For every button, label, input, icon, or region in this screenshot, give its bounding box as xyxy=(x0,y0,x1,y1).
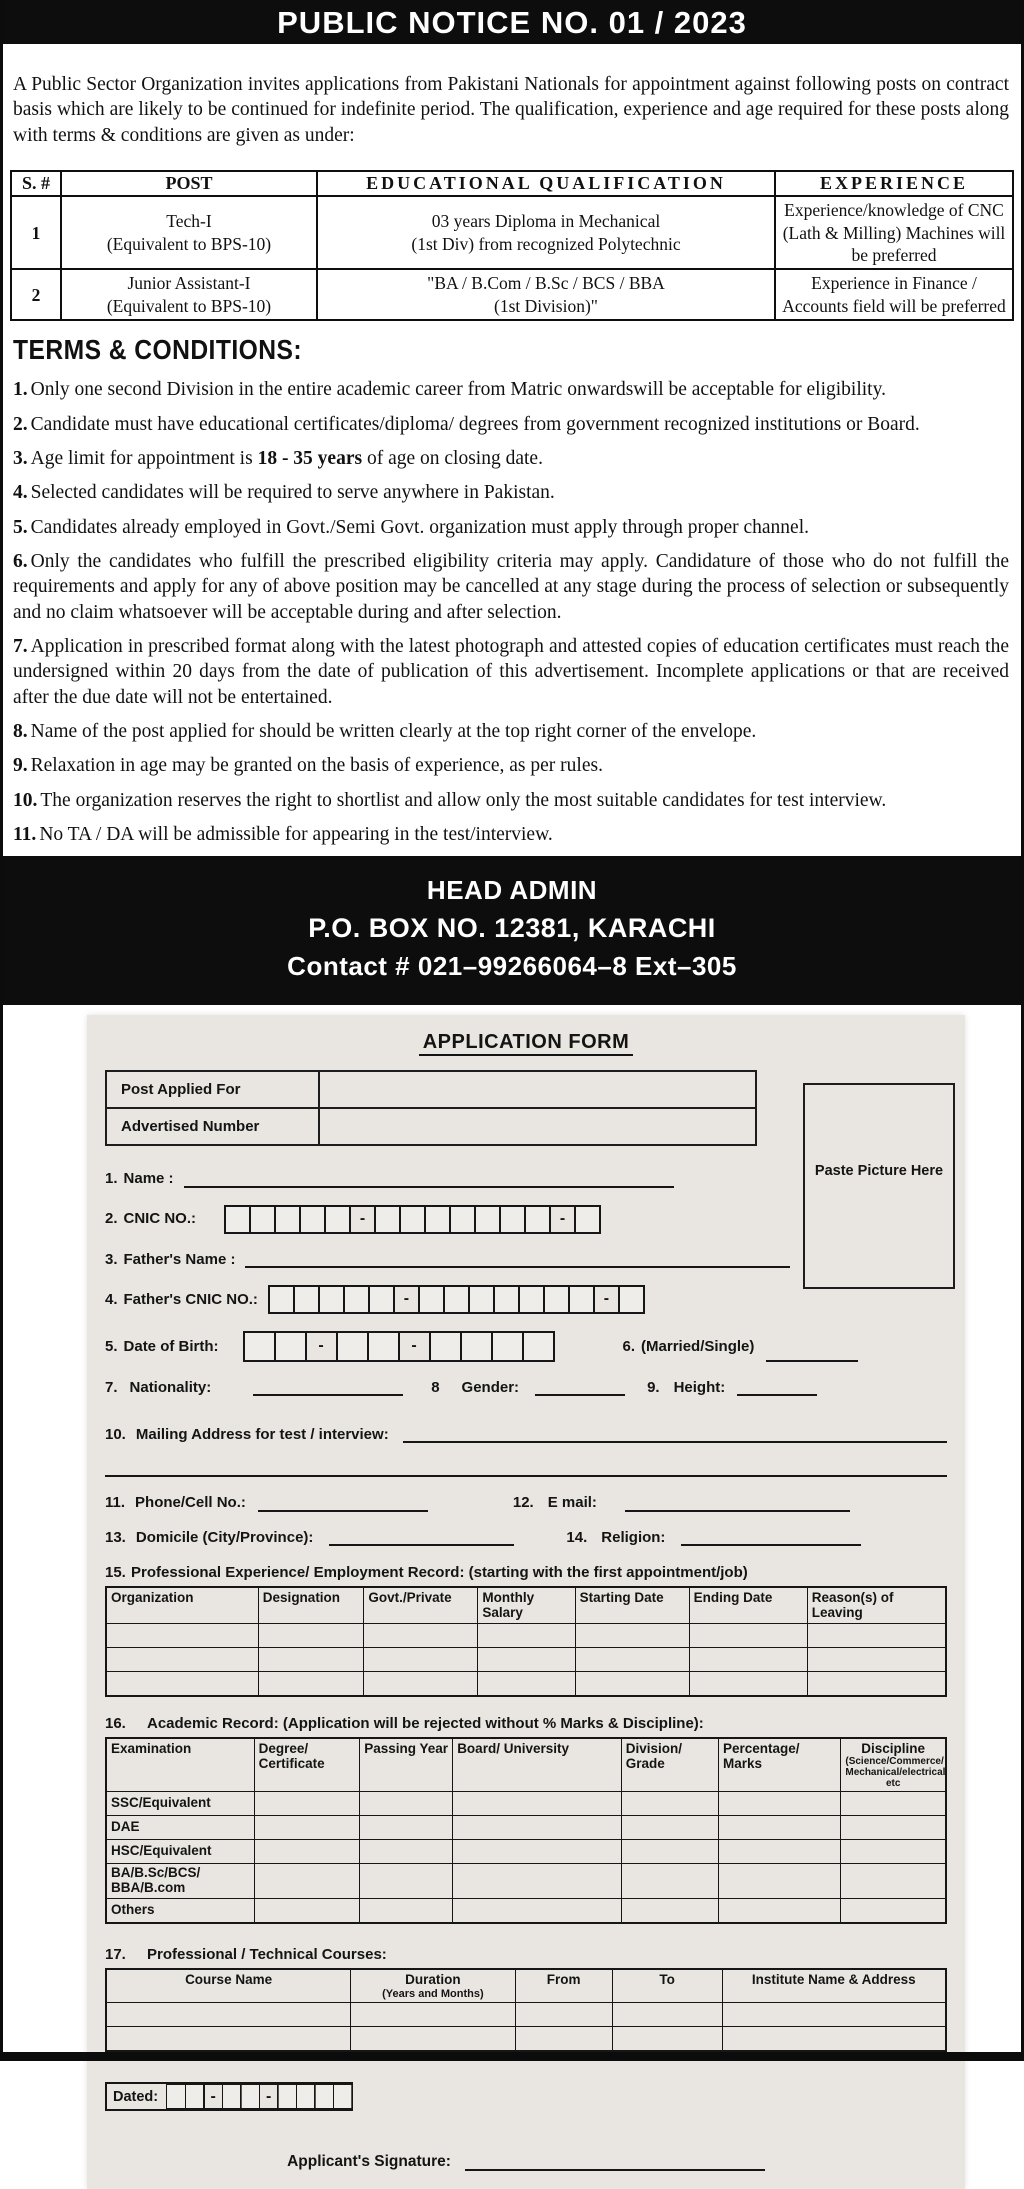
field-number: 16. xyxy=(105,1714,126,1732)
term-item-1 xyxy=(13,377,1009,402)
experience-heading xyxy=(105,1564,947,1581)
father-cnic-digit-boxes xyxy=(268,1285,643,1314)
digit-box xyxy=(493,1285,520,1314)
term-number: 4. xyxy=(13,482,28,504)
post-2-title-line2: (Equivalent to BPS-10) xyxy=(106,295,272,316)
post-2-title-line1: Junior Assistant-I xyxy=(127,273,251,294)
posts-table-header-row xyxy=(11,171,1013,196)
dated-field xyxy=(105,2082,353,2111)
intro-paragraph: A Public Sector Organization invites applications from Pakistani Nationals for appointment against following posts on contract basis which are likely to be continued for indefinite period. The qualification, experience and age required for these posts along with terms & conditions are given as under: xyxy=(13,73,1009,146)
field-number: 17. xyxy=(105,1946,126,1964)
term-text: Candidate must have educational certificates/diploma/ degrees from government recognized institutions or Board. xyxy=(30,413,920,435)
term-item-4 xyxy=(13,480,1009,505)
name-field-label: Name : xyxy=(123,1170,174,1188)
academic-heading-text: Academic Record: (Application will be rejected without % Marks & Discipline): xyxy=(147,1714,704,1732)
advertised-number-label: Advertised Number xyxy=(106,1108,319,1145)
digit-box xyxy=(574,1205,601,1234)
notice-title-banner xyxy=(3,0,1021,44)
married-single-line xyxy=(766,1345,858,1362)
father-cnic-field-label: Father's CNIC NO.: xyxy=(123,1290,258,1308)
post-1-title-line1: Tech-I xyxy=(166,211,212,232)
digit-box xyxy=(277,2084,297,2109)
digit-box xyxy=(518,1285,545,1314)
term-text: Only one second Division in the entire academic career from Matric onwardswill be acceptable for eligibility. xyxy=(30,379,886,401)
exp-col-designation: Designation xyxy=(258,1587,364,1624)
post-1-title-line2: (Equivalent to BPS-10) xyxy=(106,233,272,254)
exp-col-starting-date: Starting Date xyxy=(575,1587,689,1624)
digit-box xyxy=(343,1285,370,1314)
email-field-label: E mail: xyxy=(547,1494,597,1512)
term-item-10 xyxy=(13,788,1009,813)
email-field-line xyxy=(625,1495,850,1512)
post-applied-for-label: Post Applied For xyxy=(106,1071,319,1108)
academic-table xyxy=(105,1737,947,1924)
gender-field-line xyxy=(535,1379,625,1396)
mailing-address-row-2 xyxy=(105,1460,947,1477)
term-number: 8. xyxy=(13,720,28,742)
digit-box xyxy=(568,1285,595,1314)
gender-field-label: Gender: xyxy=(461,1378,520,1396)
dash-cell: - xyxy=(203,2084,223,2109)
digit-box xyxy=(333,2084,353,2109)
term-item-8 xyxy=(13,719,1009,744)
mailing-address-row xyxy=(105,1426,947,1443)
course-col-duration xyxy=(351,1969,515,2003)
term-text: No TA / DA will be admissible for appearing in the test/interview. xyxy=(39,823,553,845)
courses-heading-text: Professional / Technical Courses: xyxy=(147,1946,387,1964)
phone-field-line xyxy=(258,1495,428,1512)
term-number: 10. xyxy=(13,789,38,811)
digit-box xyxy=(299,1205,326,1234)
term-text: Selected candidates will be required to serve anywhere in Pakistan. xyxy=(30,482,555,504)
field-number: 10. xyxy=(105,1426,126,1444)
table-row xyxy=(106,1899,946,1924)
digit-box xyxy=(324,1205,351,1234)
nationality-field-label: Nationality: xyxy=(129,1378,212,1396)
term-text: Application in prescribed format along with the latest photograph and attested copies of education certificates must reach the undersigned within 20 days from the date of publication of this advertisement. Incomplete applications or that are received after the due date will not be entertained. xyxy=(13,635,1009,708)
table-row xyxy=(106,1864,946,1899)
form-title xyxy=(105,1031,947,1054)
dash-cell: - xyxy=(349,1205,376,1234)
terms-heading: TERMS & CONDITIONS: xyxy=(13,334,302,366)
dash-cell: - xyxy=(259,2084,279,2109)
acad-col-percentage-marks: Percentage/ Marks xyxy=(718,1738,840,1792)
father-name-field-line xyxy=(245,1251,790,1268)
term-number: 1. xyxy=(13,379,28,401)
course-col-to: To xyxy=(612,1969,722,2003)
digit-box xyxy=(499,1205,526,1234)
digit-box xyxy=(224,1205,251,1234)
digit-box xyxy=(185,2084,205,2109)
acad-row-ba: BA/B.Sc/BCS/ BBA/B.com xyxy=(106,1864,254,1899)
table-row xyxy=(106,1108,756,1145)
digit-box xyxy=(374,1205,401,1234)
digit-box xyxy=(399,1205,426,1234)
acad-row-others: Others xyxy=(106,1899,254,1924)
dob-field-row xyxy=(105,1331,947,1362)
post-2-title xyxy=(61,269,317,320)
post-1-qual-line2: (1st Div) from recognized Polytechnic xyxy=(411,233,681,254)
course-col-from: From xyxy=(515,1969,612,2003)
term-number: 11. xyxy=(13,823,37,845)
term-number: 7. xyxy=(13,635,28,657)
phone-email-row xyxy=(105,1494,947,1511)
dash-cell: - xyxy=(549,1205,576,1234)
digit-box xyxy=(240,2084,260,2109)
acad-col-examination: Examination xyxy=(106,1738,254,1792)
dob-digit-boxes xyxy=(243,1331,553,1362)
post-applied-for-value xyxy=(319,1071,756,1108)
field-number: 6. xyxy=(622,1337,636,1355)
digit-box xyxy=(443,1285,470,1314)
digit-box xyxy=(449,1205,476,1234)
term-item-6 xyxy=(13,549,1009,625)
nationality-field-line xyxy=(253,1379,403,1396)
table-row xyxy=(106,1792,946,1816)
field-number: 3. xyxy=(105,1250,118,1268)
exp-col-govt-private: Govt./Private xyxy=(364,1587,478,1624)
digit-box xyxy=(166,2084,186,2109)
dash-cell: - xyxy=(305,1331,338,1362)
term-text-bold: 18 - 35 years xyxy=(257,447,363,469)
digit-box xyxy=(314,2084,334,2109)
dash-cell: - xyxy=(398,1331,431,1362)
digit-box xyxy=(243,1331,276,1362)
digit-box xyxy=(249,1205,276,1234)
digit-box xyxy=(368,1285,395,1314)
acad-col-discipline-sub: (Science/Commerce/ Mechanical/electrical etc xyxy=(845,1756,946,1790)
table-row xyxy=(106,2027,946,2052)
exp-col-ending-date: Ending Date xyxy=(689,1587,807,1624)
table-row xyxy=(106,2003,946,2027)
term-text: Age limit for appointment is xyxy=(30,447,258,469)
mailing-address-line xyxy=(403,1426,947,1443)
digit-box xyxy=(429,1331,462,1362)
experience-table xyxy=(105,1586,947,1697)
signature-line xyxy=(465,2154,765,2171)
digit-box xyxy=(318,1285,345,1314)
term-number: 5. xyxy=(13,516,28,538)
bottom-border-bar xyxy=(3,2052,1021,2061)
term-text: Only the candidates who fulfill the prescribed eligibility criteria may apply. Candidature of those who do not fulfill the requirements and apply for any of above position may be cancelled at any stage during the process of selection or subsequently and no claim whatsoever will be acceptable during and after selection. xyxy=(13,550,1009,623)
term-text: of age on closing date. xyxy=(362,447,543,469)
courses-header-row xyxy=(106,1969,946,2003)
height-field-label: Height: xyxy=(673,1378,726,1396)
course-col-duration-sub: (Years and Months) xyxy=(382,1987,484,2000)
post-1-sno: 1 xyxy=(11,196,61,269)
table-row xyxy=(106,1840,946,1864)
digit-box xyxy=(274,1331,307,1362)
term-item-2 xyxy=(13,412,1009,437)
academic-heading xyxy=(105,1715,947,1732)
cnic-field-label: CNIC NO.: xyxy=(123,1210,197,1228)
digit-box xyxy=(268,1285,295,1314)
course-col-name: Course Name xyxy=(106,1969,351,2003)
contact-phone: Contact # 021–99266064–8 Ext–305 xyxy=(287,951,737,982)
mailing-address-line-2 xyxy=(105,1460,947,1477)
acad-row-ssc: SSC/Equivalent xyxy=(106,1792,254,1816)
term-text: Name of the post applied for should be written clearly at the top right corner of the envelope. xyxy=(30,720,757,742)
field-number: 15. xyxy=(105,1563,126,1581)
signature-row xyxy=(105,2153,947,2171)
contact-po-box: P.O. BOX NO. 12381, KARACHI xyxy=(308,913,716,944)
religion-field-label: Religion: xyxy=(601,1528,666,1546)
acad-col-passing-year: Passing Year xyxy=(360,1738,453,1792)
digit-box xyxy=(424,1205,451,1234)
digit-box xyxy=(491,1331,524,1362)
table-row xyxy=(11,269,1013,320)
dash-cell: - xyxy=(393,1285,420,1314)
height-field-line xyxy=(737,1379,817,1396)
academic-header-row xyxy=(106,1738,946,1792)
married-single-label: (Married/Single) xyxy=(641,1337,755,1355)
experience-header-row xyxy=(106,1587,946,1624)
field-number: 4. xyxy=(105,1290,118,1308)
contact-banner xyxy=(3,856,1021,1005)
digit-box xyxy=(524,1205,551,1234)
dated-label: Dated: xyxy=(113,2089,159,2106)
post-2-qual-line2: (1st Division)" xyxy=(494,295,598,316)
field-number: 8 xyxy=(431,1378,440,1396)
field-number: 9. xyxy=(647,1378,660,1396)
term-item-5 xyxy=(13,515,1009,540)
exp-col-organization: Organization xyxy=(106,1587,258,1624)
table-row xyxy=(106,1671,946,1696)
post-1-qualification xyxy=(317,196,775,269)
dash-cell: - xyxy=(593,1285,620,1314)
col-header-experience: EXPERIENCE xyxy=(775,171,1013,196)
domicile-field-label: Domicile (City/Province): xyxy=(135,1528,314,1546)
digit-box xyxy=(460,1331,493,1362)
post-2-qual-line1: "BA / B.Com / B.Sc / BCS / BBA xyxy=(427,273,665,294)
term-number: 3. xyxy=(13,447,28,469)
post-1-title xyxy=(61,196,317,269)
digit-box xyxy=(367,1331,400,1362)
application-form-section xyxy=(3,1005,1021,2189)
experience-heading-text: Professional Experience/ Employment Record: (starting with the first appointment/job) xyxy=(131,1563,748,1581)
cnic-digit-boxes xyxy=(224,1205,599,1234)
col-header-qualification: EDUCATIONAL QUALIFICATION xyxy=(317,171,775,196)
post-2-experience: Experience in Finance / Accounts field will be preferred xyxy=(775,269,1013,320)
terms-section xyxy=(3,326,1021,847)
digit-box xyxy=(293,1285,320,1314)
dated-digit-boxes xyxy=(166,2084,351,2109)
courses-table xyxy=(105,1968,947,2052)
acad-row-hsc: HSC/Equivalent xyxy=(106,1840,254,1864)
acad-col-discipline xyxy=(841,1738,946,1792)
field-number: 5. xyxy=(105,1337,118,1355)
acad-col-discipline-main: Discipline xyxy=(861,1740,926,1756)
form-top-table xyxy=(105,1070,757,1146)
table-row xyxy=(106,1647,946,1671)
field-number: 13. xyxy=(105,1528,126,1546)
term-text: Relaxation in age may be granted on the basis of experience, as per rules. xyxy=(30,755,603,777)
father-name-field-label: Father's Name : xyxy=(123,1250,236,1268)
digit-box xyxy=(468,1285,495,1314)
acad-row-dae: DAE xyxy=(106,1816,254,1840)
domicile-field-line xyxy=(329,1529,514,1546)
post-2-qualification xyxy=(317,269,775,320)
religion-field-line xyxy=(681,1529,861,1546)
term-text: The organization reserves the right to shortlist and allow only the most suitable candidates for test interview. xyxy=(40,789,887,811)
digit-box xyxy=(543,1285,570,1314)
dob-field-label: Date of Birth: xyxy=(123,1337,219,1355)
term-item-7 xyxy=(13,634,1009,710)
table-row xyxy=(11,196,1013,269)
digit-box xyxy=(522,1331,555,1362)
courses-heading xyxy=(105,1946,947,1963)
table-row xyxy=(106,1623,946,1647)
col-header-sno: S. # xyxy=(11,171,61,196)
field-number: 7. xyxy=(105,1378,118,1396)
name-field-line xyxy=(184,1171,674,1188)
term-item-9 xyxy=(13,753,1009,778)
exp-col-monthly-salary: Monthly Salary xyxy=(478,1587,575,1624)
digit-box xyxy=(474,1205,501,1234)
field-number: 2. xyxy=(105,1210,118,1228)
term-item-11 xyxy=(13,822,1009,847)
mailing-address-label: Mailing Address for test / interview: xyxy=(135,1426,389,1444)
course-col-duration-main: Duration xyxy=(405,1972,461,1988)
signature-label: Applicant's Signature: xyxy=(287,2153,451,2171)
post-2-sno: 2 xyxy=(11,269,61,320)
form-title-text: APPLICATION FORM xyxy=(419,1031,634,1056)
term-item-3 xyxy=(13,446,1009,471)
acad-col-division-grade: Division/ Grade xyxy=(621,1738,718,1792)
domicile-religion-row xyxy=(105,1529,947,1546)
acad-col-board-university: Board/ University xyxy=(453,1738,622,1792)
digit-box xyxy=(222,2084,242,2109)
term-number: 9. xyxy=(13,755,28,777)
field-number: 14. xyxy=(566,1528,588,1546)
term-number: 6. xyxy=(13,550,28,572)
table-row xyxy=(106,1071,756,1108)
field-number: 1. xyxy=(105,1170,118,1188)
table-row xyxy=(106,1816,946,1840)
nationality-row xyxy=(105,1379,947,1396)
digit-box xyxy=(274,1205,301,1234)
digit-box xyxy=(296,2084,316,2109)
post-1-qual-line1: 03 years Diploma in Mechanical xyxy=(431,211,661,232)
term-text: Candidates already employed in Govt./Semi Govt. organization must apply through proper channel. xyxy=(30,516,810,538)
paste-picture-box: Paste Picture Here xyxy=(803,1083,955,1289)
advertised-number-value xyxy=(319,1108,756,1145)
digit-box xyxy=(336,1331,369,1362)
field-number: 11. xyxy=(105,1494,126,1512)
term-number: 2. xyxy=(13,413,28,435)
phone-field-label: Phone/Cell No.: xyxy=(135,1494,246,1512)
application-form-scan xyxy=(87,1015,965,2189)
col-header-post: POST xyxy=(61,171,317,196)
field-number: 12. xyxy=(512,1494,534,1512)
acad-col-degree: Degree/ Certificate xyxy=(254,1738,360,1792)
exp-col-reason-leaving: Reason(s) of Leaving xyxy=(807,1587,946,1624)
digit-box xyxy=(618,1285,645,1314)
post-1-experience: Experience/knowledge of CNC (Lath & Milling) Machines will be preferred xyxy=(775,196,1013,269)
course-col-institute: Institute Name & Address xyxy=(722,1969,946,2003)
posts-table xyxy=(10,170,1014,321)
digit-box xyxy=(418,1285,445,1314)
notice-title: PUBLIC NOTICE NO. 01 / 2023 xyxy=(277,5,747,40)
contact-head-admin: HEAD ADMIN xyxy=(426,875,598,906)
